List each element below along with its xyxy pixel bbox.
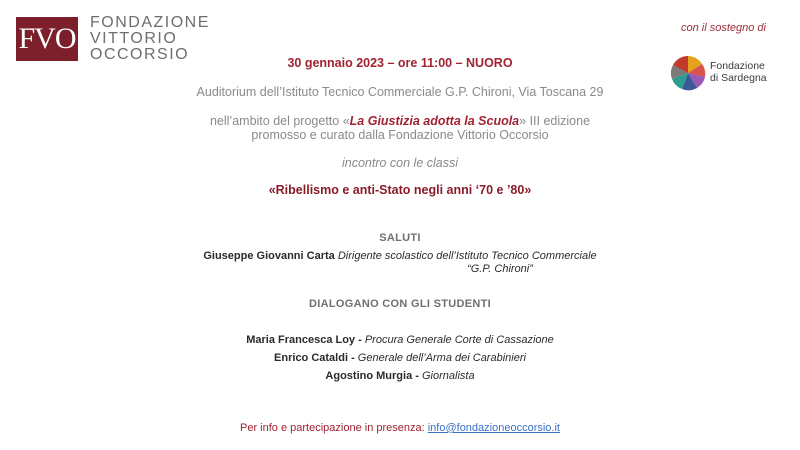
- event-venue: Auditorium dell’Istituto Tecnico Commerciale G.P. Chironi, Via Toscana 29: [196, 85, 604, 99]
- event-date: 30 gennaio 2023 – ore 11:00 – NUORO: [287, 56, 513, 70]
- saluti-role-line2: “G.P. Chironi”: [467, 263, 533, 275]
- project-line2: promosso e curato dalla Fondazione Vittorio Occorsio: [251, 128, 549, 142]
- footer-text: Per info e partecipazione in presenza:: [240, 422, 428, 434]
- footer-info: [0, 422, 800, 434]
- sponsor-name-line2: di Sardegna: [710, 72, 767, 84]
- project-line1: [0, 114, 800, 128]
- project-info: [0, 114, 800, 142]
- saluti-line1: [0, 250, 800, 263]
- project-name: La Giustizia adotta la Scuola: [349, 114, 520, 128]
- event-title: «Ribellismo e anti-Stato negli anni ‘70 e ’80»: [268, 183, 532, 197]
- speaker-role: Procura Generale Corte di Cassazione: [364, 334, 554, 346]
- email-link[interactable]: info@fondazioneoccorsio.it: [427, 422, 560, 434]
- saluti-name: Giuseppe Giovanni Carta: [203, 250, 335, 262]
- speaker-role: Giornalista: [421, 370, 475, 382]
- saluti-line2: [0, 263, 800, 276]
- speaker-row: [0, 370, 800, 382]
- dialogo-heading: DIALOGANO CON GLI STUDENTI: [309, 298, 491, 310]
- speaker-row: [0, 352, 800, 364]
- project-prefix: nell’ambito del progetto «: [209, 114, 350, 128]
- project-suffix: » III edizione: [519, 114, 591, 128]
- incontro-text: incontro con le classi: [341, 156, 459, 170]
- saluti-speaker: [0, 250, 800, 276]
- speaker-name: Agostino Murgia -: [325, 370, 419, 382]
- speaker-role: Generale dell’Arma dei Carabinieri: [357, 352, 526, 364]
- saluti-role: Dirigente scolastico dell’Istituto Tecnico Commerciale: [337, 250, 597, 262]
- speaker-name: Enrico Cataldi -: [274, 352, 355, 364]
- fvo-line3: OCCORSIO: [90, 46, 190, 63]
- sponsor-label: con il sostegno di: [681, 22, 766, 34]
- fvo-line1: FONDAZIONE: [90, 14, 210, 31]
- fvo-line2: VITTORIO: [90, 30, 178, 47]
- fvo-monogram: FVO: [18, 22, 76, 55]
- speaker-row: [0, 334, 800, 346]
- saluti-heading: SALUTI: [379, 232, 421, 244]
- sponsor-name-line1: Fondazione: [710, 60, 765, 72]
- speaker-name: Maria Francesca Loy -: [246, 334, 362, 346]
- fvo-logo-mark: [16, 17, 78, 61]
